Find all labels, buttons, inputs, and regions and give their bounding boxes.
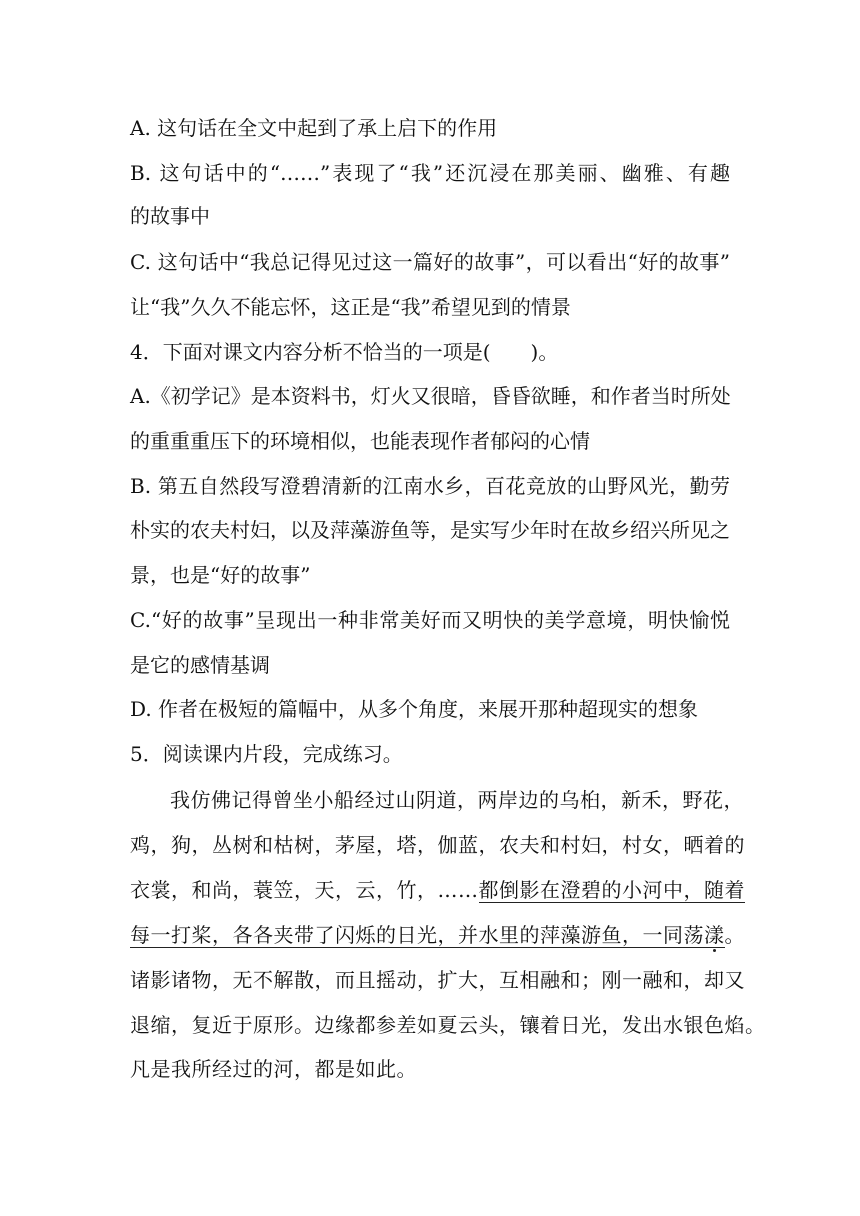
underlined-sentence-part-2 xyxy=(130,923,725,948)
q4-option-a-line-1: A.《初学记》是本资料书，灯火又很暗，昏昏欲睡，和作者当时所处 xyxy=(130,384,731,408)
q4-option-a-line-2: 的重重重压下的环境相似，也能表现作者郁闷的心情 xyxy=(130,429,590,453)
underlined-sentence-part-1: 都倒影在澄碧的小河中，随着 xyxy=(478,878,745,902)
option-b-line-2: 的故事中 xyxy=(130,204,210,228)
q4-option-b-line-1: B. 第五自然段写澄碧清新的江南水乡，百花竞放的山野风光，勤劳 xyxy=(130,474,730,498)
q4-option-b-line-3: 景，也是“好的故事” xyxy=(130,563,311,587)
q4-option-c-line-2: 是它的感情基调 xyxy=(130,653,270,677)
passage-line-3 xyxy=(130,876,745,908)
q4-option-b-line-2: 朴实的农夫村妇，以及萍藻游鱼等，是实写少年时在故乡绍兴所见之 xyxy=(130,518,730,542)
passage-line-3-text: 衣裳，和尚，蓑笠，天，云，竹，…… xyxy=(130,878,479,902)
option-b-line-1: B. 这句话中的“……”表现了“我”还沉浸在那美丽、幽雅、有趣 xyxy=(130,161,730,185)
option-c-line-1: C. 这句话中“我总记得见过这一篇好的故事”，可以看出“好的故事” xyxy=(130,250,730,274)
question-4-stem: 4．下面对课文内容分析不恰当的一项是( )。 xyxy=(130,340,559,364)
passage-line-1: 我仿佛记得曾坐小船经过山阴道，两岸边的乌桕，新禾，野花， xyxy=(170,788,744,812)
passage-line-4-end: 。 xyxy=(724,923,745,947)
question-5-stem: 5．阅读课内片段，完成练习。 xyxy=(130,742,403,766)
passage-line-7: 凡是我所经过的河，都是如此。 xyxy=(130,1057,417,1081)
q4-option-c-line-1: C.“好的故事”呈现出一种非常美好而又明快的美学意境，明快愉悦 xyxy=(130,608,730,632)
option-c-line-2: 让“我”久久不能忘怀，这正是“我”希望见到的情景 xyxy=(130,295,571,319)
passage-line-6: 退缩，复近于原形。边缘都参差如夏云头，镶着日光，发出水银色焰。 xyxy=(130,1013,766,1037)
passage-line-4 xyxy=(130,921,745,953)
emphasis-dot-character: 漾 xyxy=(704,923,725,947)
passage-line-2: 鸡，狗，丛树和枯树，茅屋，塔，伽蓝，农夫和村妇，村女，晒着的 xyxy=(130,833,745,857)
q4-option-d-line: D. 作者在极短的篇幅中，从多个角度，来展开那种超现实的想象 xyxy=(130,697,699,721)
underlined-sentence-text: 每一打桨，各各夹带了闪烁的日光，并水里的萍藻游鱼，一同荡 xyxy=(130,923,704,947)
option-a-line: A. 这句话在全文中起到了承上启下的作用 xyxy=(130,116,498,140)
passage-line-5: 诸影诸物，无不解散，而且摇动，扩大，互相融和；刚一融和，却又 xyxy=(130,968,745,992)
